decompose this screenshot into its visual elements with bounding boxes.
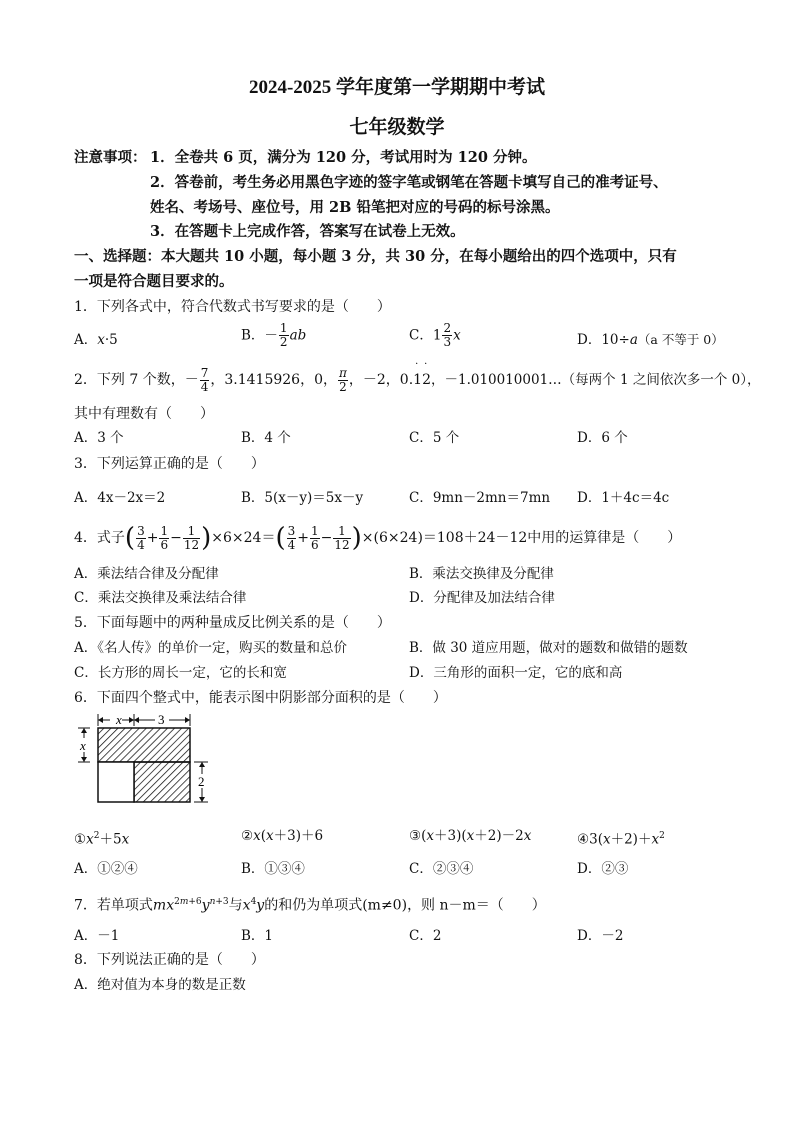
q7-option-a: A．－1 — [74, 928, 120, 944]
q3-option-a: A．4x－2x＝2 — [74, 490, 166, 506]
exam-subtitle: 七年级数学 — [349, 117, 445, 138]
q7-option-c: C．2 — [409, 928, 442, 944]
q5-option-d: D．三角形的面积一定，它的底和高 — [409, 665, 623, 681]
q2-stem: 2．下列 7 个数，－ $\frac{7}{4}$ ，3.1415926，0， $\frac{\pi}{2}$ ，－2，0.1 · 2 · ，－1.010010001…（每两个 1 之间依次多一个 0）， — [74, 359, 761, 394]
q6-expr-1: $①x^2+5x$ — [74, 831, 130, 848]
q2-option-a: A．3 个 — [74, 430, 124, 446]
q4-option-a: A．乘法结合律及分配律 — [74, 566, 219, 582]
q5-option-c: C．长方形的周长一定，它的长和宽 — [74, 665, 287, 681]
notice-item-2a: 2．答卷前，考生务必用黑色字迹的签字笔或钢笔在答题卡填写自己的准考证号、 — [150, 174, 668, 191]
q7-option-b: B．1 — [241, 928, 274, 944]
section-heading-line1: 一、选择题：本大题共 10 小题，每小题 3 分，共 30 分，在每小题给出的四个选项中，只有 — [74, 248, 677, 265]
q6-option-d: D．②③ — [577, 861, 629, 877]
q4-stem: 4．式子( $\frac{3}{4}$ + $\frac{1}{6}$ − $\frac{1}{12}$ )×6×24＝( $\frac{3}{4}$ + $\frac{1}{6}$ − $\frac{1}{12}$ )×(6×24)＝108＋24－12中用的运算律是（ ） — [74, 523, 682, 553]
q6-stem: 6．下面四个整式中，能表示图中阴影部分面积的是（ ） — [74, 690, 447, 706]
q5-option-b: B．做 30 道应用题，做对的题数和做错的题数 — [409, 640, 688, 656]
q6-figure — [72, 710, 222, 810]
q2-option-b: B．4 个 — [241, 430, 291, 446]
notice-item-3: 3．在答题卡上完成作答，答案写在试卷上无效。 — [150, 223, 465, 240]
q6-option-b: B．①③④ — [241, 861, 305, 877]
q7-option-d: D．－2 — [577, 928, 624, 944]
q6-option-a: A．①②④ — [74, 861, 138, 877]
q1-option-c: C．1 $\frac{2}{3}$ x — [409, 321, 461, 349]
q4-option-d: D．分配律及加法结合律 — [409, 590, 555, 606]
q6-expr-2: ②x(x＋3)＋6 — [241, 828, 324, 844]
q7-stem: 7．若单项式$mx^{2m+6}y^{n+3}$与$x^4y$的和仍为单项式(m≠0)，则 n－m＝（ ） — [74, 897, 546, 914]
exam-title: 2024-2025 学年度第一学期期中考试 — [248, 77, 546, 98]
notice-item-2b: 姓名、考场号、座位号，用 2B 铅笔把对应的号码的标号涂黑。 — [150, 199, 560, 216]
notice-item-1: 1．全卷共 6 页，满分为 120 分，考试用时为 120 分钟。 — [150, 149, 537, 166]
q3-option-d: D．1＋4c＝4c — [577, 490, 670, 506]
q5-stem: 5．下面每题中的两种量成反比例关系的是（ ） — [74, 615, 391, 631]
q3-option-c: C．9mn－2mn＝7mn — [409, 490, 551, 506]
q4-option-b: B．乘法交换律及分配律 — [409, 566, 554, 582]
q3-option-b: B．5(x－y)＝5x－y — [241, 490, 364, 506]
q1-option-a: A．x·5 — [74, 332, 118, 348]
q5-option-a: A．《名人传》的单价一定，购买的数量和总价 — [74, 640, 347, 656]
q1-stem: 1．下列各式中，符合代数式书写要求的是（ ） — [74, 299, 391, 315]
fig-label-x-top: x — [116, 712, 122, 727]
q8-stem: 8．下列说法正确的是（ ） — [74, 952, 265, 968]
fig-label-x-left: x — [80, 738, 86, 753]
q2-option-d: D．6 个 — [577, 430, 628, 446]
q4-option-c: C．乘法交换律及乘法结合律 — [74, 590, 247, 606]
q8-option-a: A．绝对值为本身的数是正数 — [74, 977, 246, 993]
q1-option-b: B．－ $\frac{1}{2}$ ab — [241, 321, 307, 349]
fig-label-3: 3 — [158, 712, 165, 727]
q1-option-d: D．10÷a（a 不等于 0） — [577, 332, 724, 348]
q2-option-c: C．5 个 — [409, 430, 460, 446]
q3-stem: 3．下列运算正确的是（ ） — [74, 456, 265, 472]
section-heading-line2: 一项是符合题目要求的。 — [74, 273, 234, 290]
notice-label: 注意事项： — [74, 149, 147, 166]
q6-expr-4: $④3(x+2)+x^2$ — [577, 831, 665, 848]
q6-expr-3: ③(x＋3)(x＋2)－2x — [409, 828, 532, 844]
fig-label-2: 2 — [198, 774, 205, 789]
q6-option-c: C．②③④ — [409, 861, 474, 877]
q2-line2: 其中有理数有（ ） — [74, 406, 214, 422]
